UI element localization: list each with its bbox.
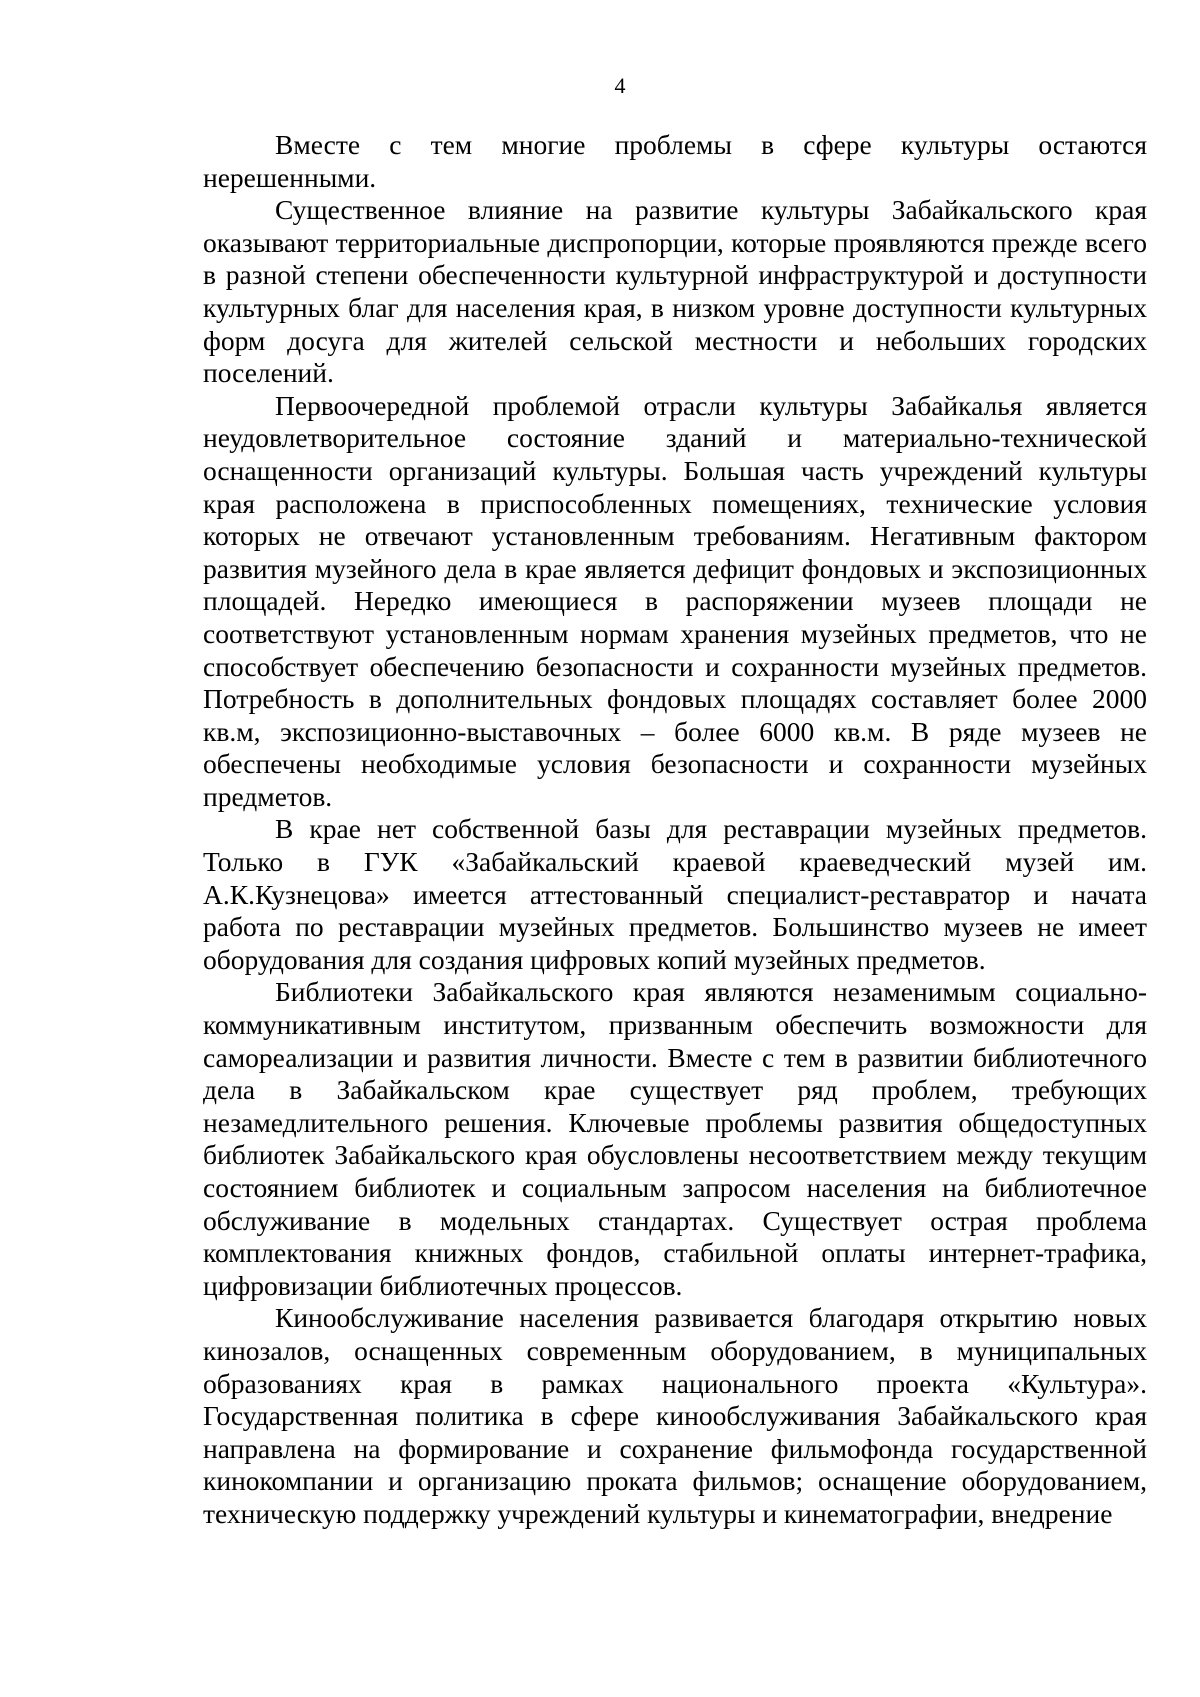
paragraph-territorial-disproportions: Существенное влияние на развитие культуры Забайкальского края оказывают территориальные диспропорции, которые проявляются прежде всего в разной степени обеспеченности культурной инфраструктурой и доступности культурных благ для населения края, в низком уровне доступности культурных форм досуга для жителей сельской местности и небольших городских поселений. xyxy=(203,194,1147,389)
paragraph-libraries: Библиотеки Забайкальского края являются незаменимым социально-коммуникативным институтом, призванным обеспечить возможности для самореализации и развития личности. Вместе с тем в развитии библиотечного дела в Забайкальском крае существует ряд проблем, требующих незамедлительного решения. Ключевые проблемы развития общедоступных библиотек Забайкальского края обусловлены несоответствием между текущим состоянием библиотек и социальным запросом населения на библиотечное обслуживание в модельных стандартах. Существует острая проблема комплектования книжных фондов, стабильной оплаты интернет-трафика, цифровизации библиотечных процессов. xyxy=(203,976,1147,1301)
paragraph-buildings-and-museums: Первоочередной проблемой отрасли культуры Забайкалья является неудовлетворительное состояние зданий и материально-технической оснащенности организаций культуры. Большая часть учреждений культуры края расположена в приспособленных помещениях, технические условия которых не отвечают установленным требованиям. Негативным фактором развития музейного дела в крае является дефицит фондовых и экспозиционных площадей. Нередко имеющиеся в распоряжении музеев площади не соответствуют установленным нормам хранения музейных предметов, что не способствует обеспечению безопасности и сохранности музейных предметов. Потребность в дополнительных фондовых площадях составляет более 2000 кв.м, экспозиционно-выставочных – более 6000 кв.м. В ряде музеев не обеспечены необходимые условия безопасности и сохранности музейных предметов. xyxy=(203,389,1147,812)
paragraph-unresolved-problems: Вместе с тем многие проблемы в сфере культуры остаются нерешенными. xyxy=(203,129,1147,193)
page-number: 4 xyxy=(614,73,626,98)
body-text xyxy=(203,129,1147,1531)
paragraph-cinema-services: Кинообслуживание населения развивается благодаря открытию новых кинозалов, оснащенных современным оборудованием, в муниципальных образованиях края в рамках национального проекта «Культура». Государственная политика в сфере кинообслуживания Забайкальского края направлена на формирование и сохранение фильмофонда государственной кинокомпании и организацию проката фильмов; оснащение оборудованием, техническую поддержку учреждений культуры и кинематографии, внедрение xyxy=(203,1302,1147,1529)
paragraph-restoration: В крае нет собственной базы для реставрации музейных предметов. Только в ГУК «Забайкальский краевой краеведческий музей им. А.К.Кузнецова» имеется аттестованный специалист-реставратор и начата работа по реставрации музейных предметов. Большинство музеев не имеет оборудования для создания цифровых копий музейных предметов. xyxy=(203,813,1147,975)
